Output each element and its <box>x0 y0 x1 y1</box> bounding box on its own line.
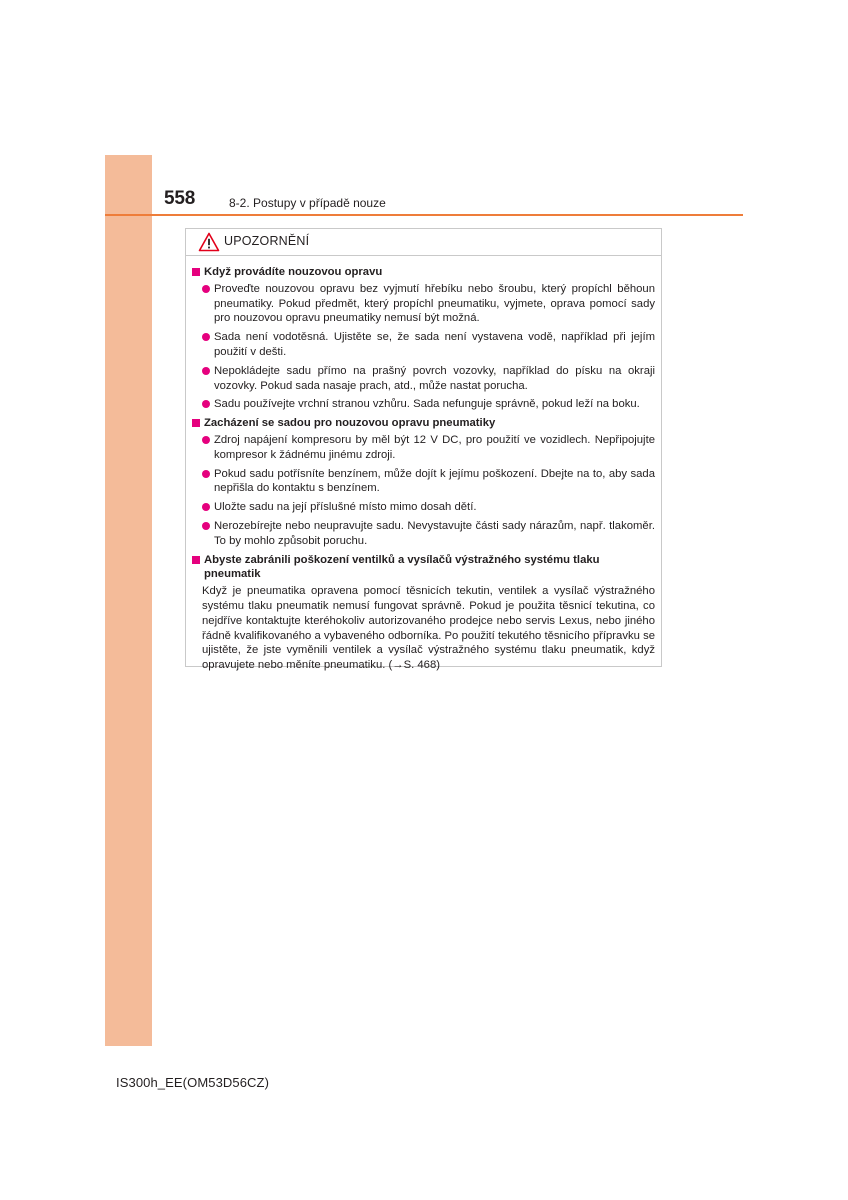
page-number: 558 <box>164 188 196 209</box>
list-item-text: Nepokládejte sadu přímo na prašný povrch vozovky, například do písku na okraji vozovky. Pokud sada nasaje prach, atd., může nastat porucha. <box>214 364 655 392</box>
section-title: 8-2. Postupy v případě nouze <box>229 196 386 210</box>
warning-paragraph: Když je pneumatika opravena pomocí těsnicích tekutin, ventilek a vysílač výstražného systému tlaku pneumatik nemusí fungovat správně. Pokud je použita těsnicí tekutina, co nejdříve kontaktujte kteréhokoliv autorizovaného prodejce nebo servis Lexus, nebo jiného řádně kvalifikovaného a vybaveného odborníka. Po použití tekutého těsnicího přípravku se ujistěte, že jste vyměnili ventilek a vysílač výstražného systému tlaku pneumatik, když opravujete nebo měníte pneumatiku. (→S. 468) <box>202 585 655 672</box>
round-bullet-icon <box>202 436 210 444</box>
warning-header <box>186 229 661 256</box>
warning-section-heading <box>186 553 661 583</box>
list-item <box>186 519 661 549</box>
warning-triangle-icon <box>198 232 220 252</box>
list-item-text: Nerozebírejte nebo neupravujte sadu. Nevystavujte části sady nárazům, např. tlakoměr. To by mohlo způsobit poruchu. <box>214 519 655 547</box>
square-bullet-icon <box>192 419 200 427</box>
round-bullet-icon <box>202 470 210 478</box>
list-item <box>186 500 661 515</box>
chapter-side-band <box>105 155 152 1046</box>
list-item-text: Proveďte nouzovou opravu bez vyjmutí hřebíku nebo šroubu, který propíchl běhoun pneumatiky. Pokud předmět, který propíchl pneumatiku, vyjmete, oprava pomocí sady pro nouzovou opravu pneumatiky nemusí být možná. <box>214 282 655 325</box>
header-rule <box>105 214 743 216</box>
warning-section-heading <box>186 416 661 431</box>
manual-code: IS300h_EE(OM53D56CZ) <box>116 1075 270 1090</box>
square-bullet-icon <box>192 268 200 276</box>
round-bullet-icon <box>202 522 210 530</box>
list-item-text: Zdroj napájení kompresoru by měl být 12 V DC, pro použití ve vozidlech. Nepřipojujte kompresor k žádnému jinému zdroji. <box>214 433 655 461</box>
round-bullet-icon <box>202 503 210 511</box>
round-bullet-icon <box>202 285 210 293</box>
list-item <box>186 364 661 394</box>
list-item-text: Sadu používejte vrchní stranou vzhůru. Sada nefunguje správně, pokud leží na boku. <box>214 398 640 411</box>
list-item <box>186 282 661 326</box>
list-item <box>186 467 661 497</box>
heading-text: Zacházení se sadou pro nouzovou opravu pneumatiky <box>204 417 496 430</box>
list-item-text: Sada není vodotěsná. Ujistěte se, že sada není vystavena vodě, například při jejím použití v dešti. <box>214 331 655 358</box>
warning-section-heading <box>186 265 661 280</box>
warning-title: UPOZORNĚNÍ <box>224 234 310 248</box>
list-item <box>186 433 661 463</box>
heading-text: Abyste zabránili poškození ventilků a vysílačů výstražného systému tlaku pneumatik <box>204 553 600 581</box>
round-bullet-icon <box>202 367 210 375</box>
square-bullet-icon <box>192 556 200 564</box>
round-bullet-icon <box>202 333 210 341</box>
warning-content <box>186 264 661 673</box>
round-bullet-icon <box>202 400 210 408</box>
warning-box <box>185 228 662 672</box>
list-item <box>186 330 661 360</box>
list-item <box>186 397 661 412</box>
list-item-text: Uložte sadu na její příslušné místo mimo dosah dětí. <box>214 501 477 514</box>
heading-text: Když provádíte nouzovou opravu <box>204 266 383 278</box>
list-item-text: Pokud sadu potřísníte benzínem, může dojít k jejímu poškození. Dbejte na to, aby sada nepřišla do kontaktu s benzínem. <box>214 467 655 495</box>
